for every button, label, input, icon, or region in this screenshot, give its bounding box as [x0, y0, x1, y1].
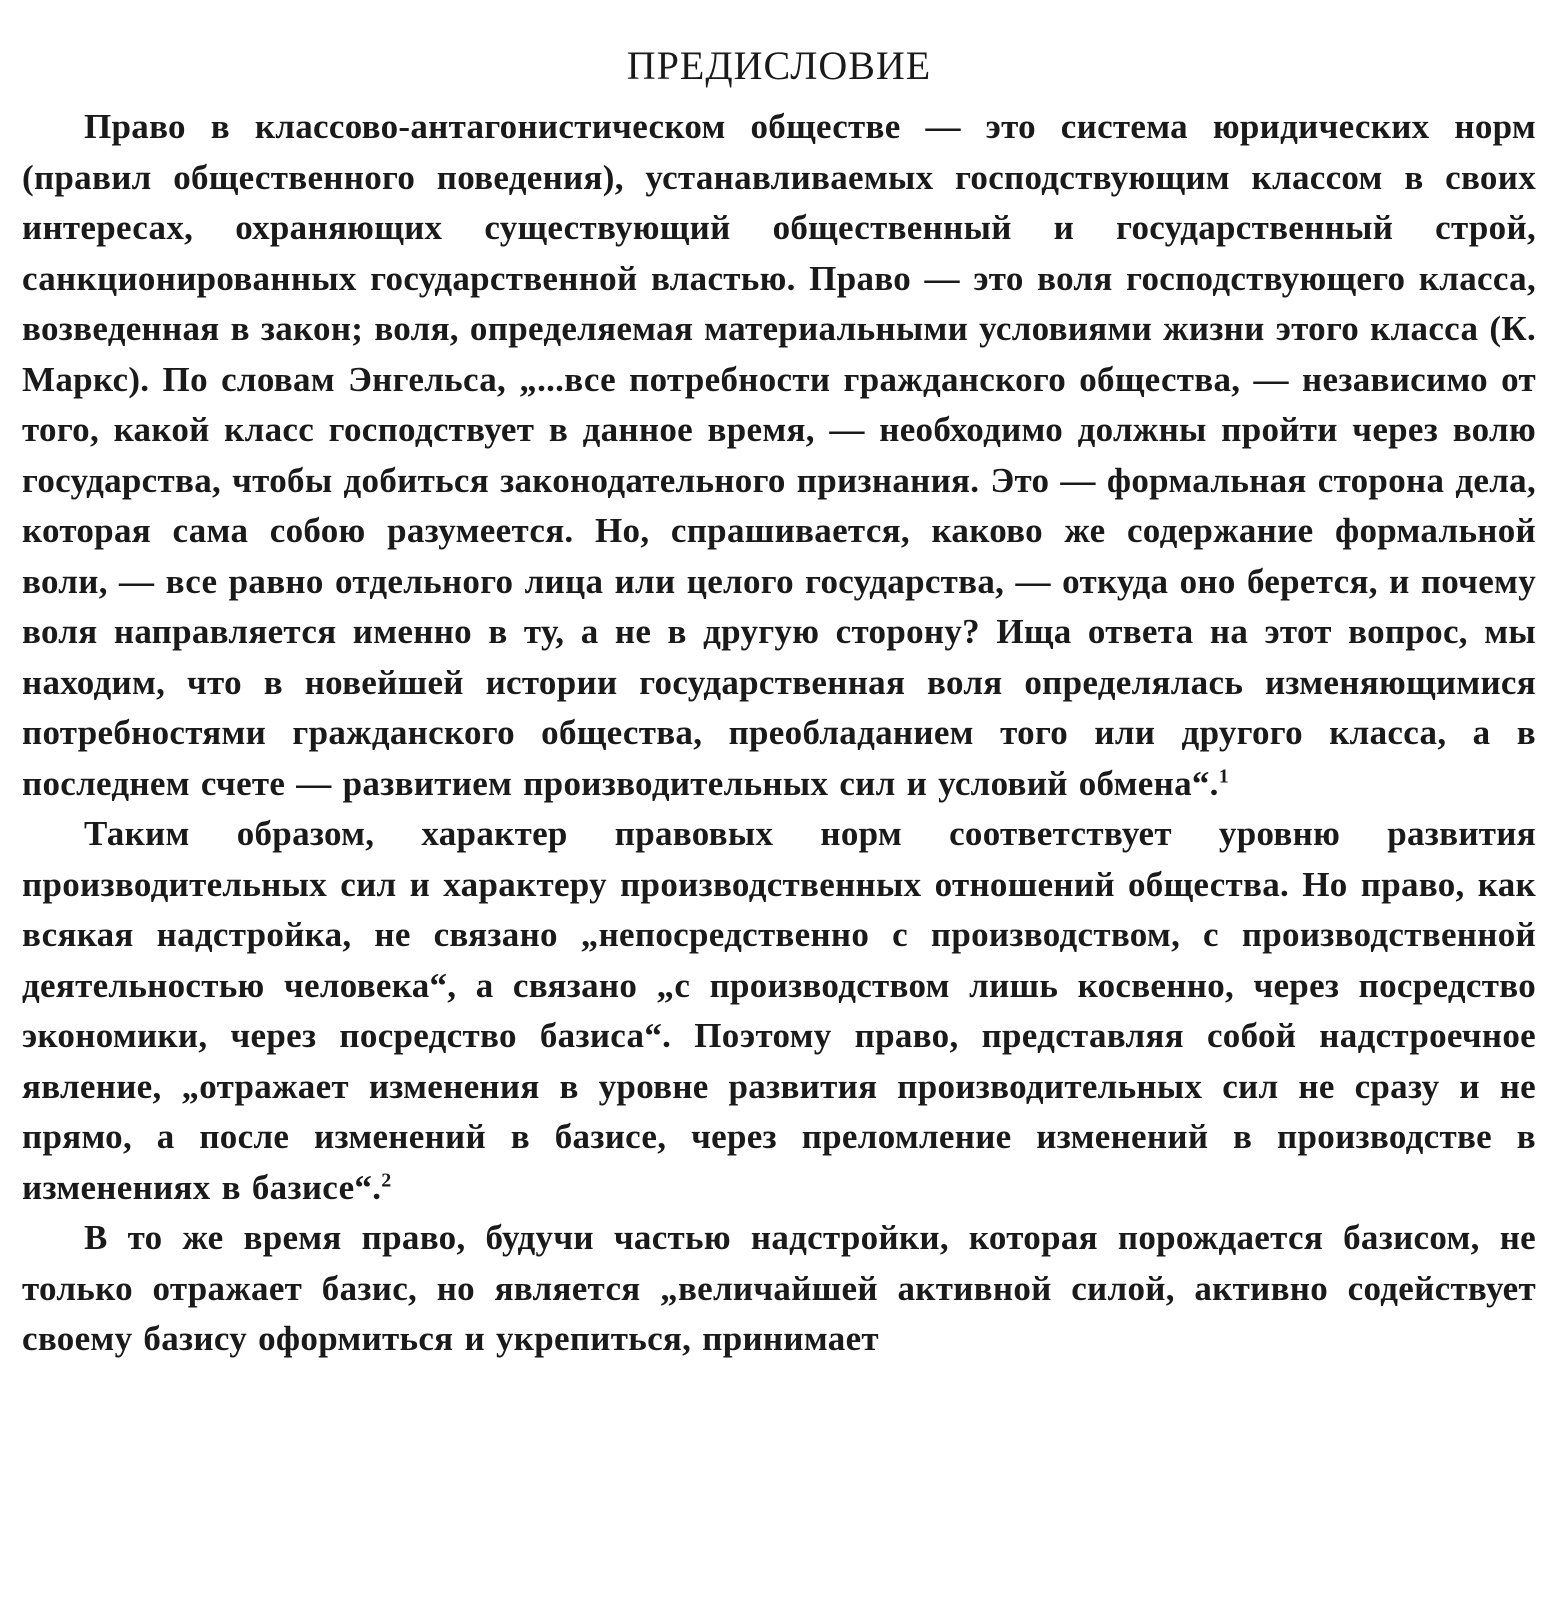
paragraph-1	[22, 102, 1536, 809]
paragraph-2-text: Таким образом, характер правовых норм соответствует уровню развития производительных сил и характеру производственных отношений общества. Но право, как всякая надстройка, не связано „непосредственно с производством, с производственной деятельностью человека“, а связано „с производством лишь косвенно, через посредство экономики, через посредство базиса“. Поэтому право, представляя собой надстроечное явление, „отражает изменения в уровне развития производительных сил не сразу и не прямо, а после изменений в базисе, через преломление изменений в производстве в изменениях в базисе“.	[22, 814, 1536, 1207]
paragraph-2	[22, 809, 1536, 1213]
paragraph-3	[22, 1213, 1536, 1365]
paragraph-1-text: Право в классово-антагонистическом обществе — это система юридических норм (правил общественного поведения), устанавливаемых господствующим классом в своих интересах, охраняющих существующий общественный и государственный строй, санкционированных государственной властью. Право — это воля господствующего класса, возведенная в закон; воля, определяемая материальными условиями жизни этого класса (К. Маркс). По словам Энгельса, „...все потребности гражданского общества, — независимо от того, какой класс господствует в данное время, — необходимо должны пройти через волю государства, чтобы добиться законодательного признания. Это — формальная сторона дела, которая сама собою разумеется. Но, спрашивается, каково же содержание формальной воли, — все равно отдельного лица или целого государства, — откуда оно берется, и почему воля направляется именно в ту, а не в другую сторону? Ища ответа на этот вопрос, мы находим, что в новейшей истории государственная воля определялась изменяющимися потребностями гражданского общества, преобладанием того или другого класса, а в последнем счете — развитием производительных сил и условий обмена“.	[22, 107, 1536, 803]
document-page	[22, 38, 1536, 1365]
footnote-marker-2: 2	[381, 1168, 392, 1191]
paragraph-3-text: В то же время право, будучи частью надстройки, которая порождается базисом, не только отражает базис, но является „величайшей активной силой, активно содействует своему базису оформиться и укрепиться, принимает	[22, 1218, 1536, 1358]
footnote-marker-1: 1	[1218, 764, 1230, 787]
page-title: ПРЕДИСЛОВИЕ	[626, 43, 932, 88]
